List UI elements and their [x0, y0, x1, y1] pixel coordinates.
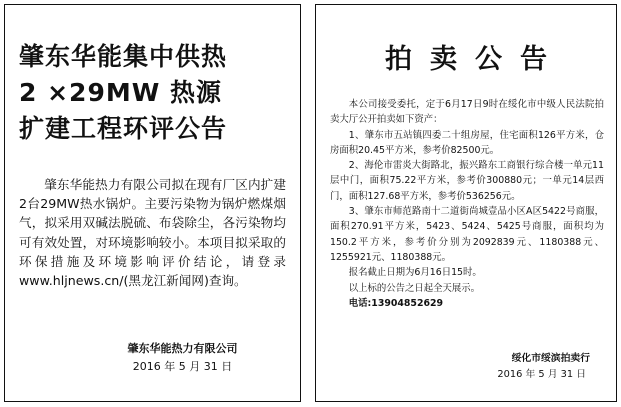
auction-notice-title: 拍卖公告	[385, 44, 565, 75]
environmental-notice-body: 肇东华能热力有限公司拟在现有厂区内扩建2台29MW热水锅炉。主要污染物为锅炉燃煤烟气，拟采用双碱法脱硫、布袋除尘，各污染物均可有效处置，对环境影响较小。本项目拟采取的环保措施及环境影响评价结论，请登录www.hljnews.cn/(黑龙江新闻网)查询。	[19, 177, 286, 289]
auction-item-3: 3、肇东市师范路南十二道街尚城壹品小区A区5422号商服，面积270.91平方米，5423、5424、5425号商服，面积均为150.2平方米，参考价分别为2092839元、1180388元、1255921元、1180388元。	[330, 206, 604, 263]
environmental-notice-org: 肇东华能热力有限公司	[127, 342, 238, 355]
auction-intro: 本公司接受委托，定于6月17日9时在绥化市中级人民法院拍卖大厅公开拍卖如下资产：	[330, 99, 604, 126]
environmental-notice-title	[19, 39, 290, 147]
title-line-2: 2 ×29MW 热源	[19, 78, 222, 107]
auction-deadline: 报名截止日期为6月16日15时。	[348, 267, 482, 279]
auction-notice-date: 2016 年 5 月 31 日	[497, 369, 586, 380]
auction-phone: 电话:13904852629	[348, 297, 444, 309]
title-line-1: 肇东华能集中供热	[19, 42, 228, 71]
auction-notice-org: 绥化市绥滨拍卖行	[511, 353, 590, 364]
auction-notice-panel	[315, 4, 617, 402]
auction-item-1: 1、肇东市五站镇四委二十组房屋，住宅面积126平方米，仓房面积20.45平方米，参考价82500元。	[330, 129, 604, 156]
title-line-3: 扩建工程环评公告	[19, 114, 228, 143]
environmental-notice-panel	[4, 4, 301, 402]
auction-effective: 以上标的公告之日起全天展示。	[348, 282, 481, 294]
auction-item-2: 2、海伦市雷炎大街路北，振兴路东工商银行综合楼一单元11层中门，面积75.22平方米，参考价300880元；一单元14层西门，面积127.68平方米，参考价536256元。	[330, 160, 604, 202]
environmental-notice-date: 2016 年 5 月 31 日	[132, 360, 233, 373]
auction-notice-body	[330, 97, 604, 311]
